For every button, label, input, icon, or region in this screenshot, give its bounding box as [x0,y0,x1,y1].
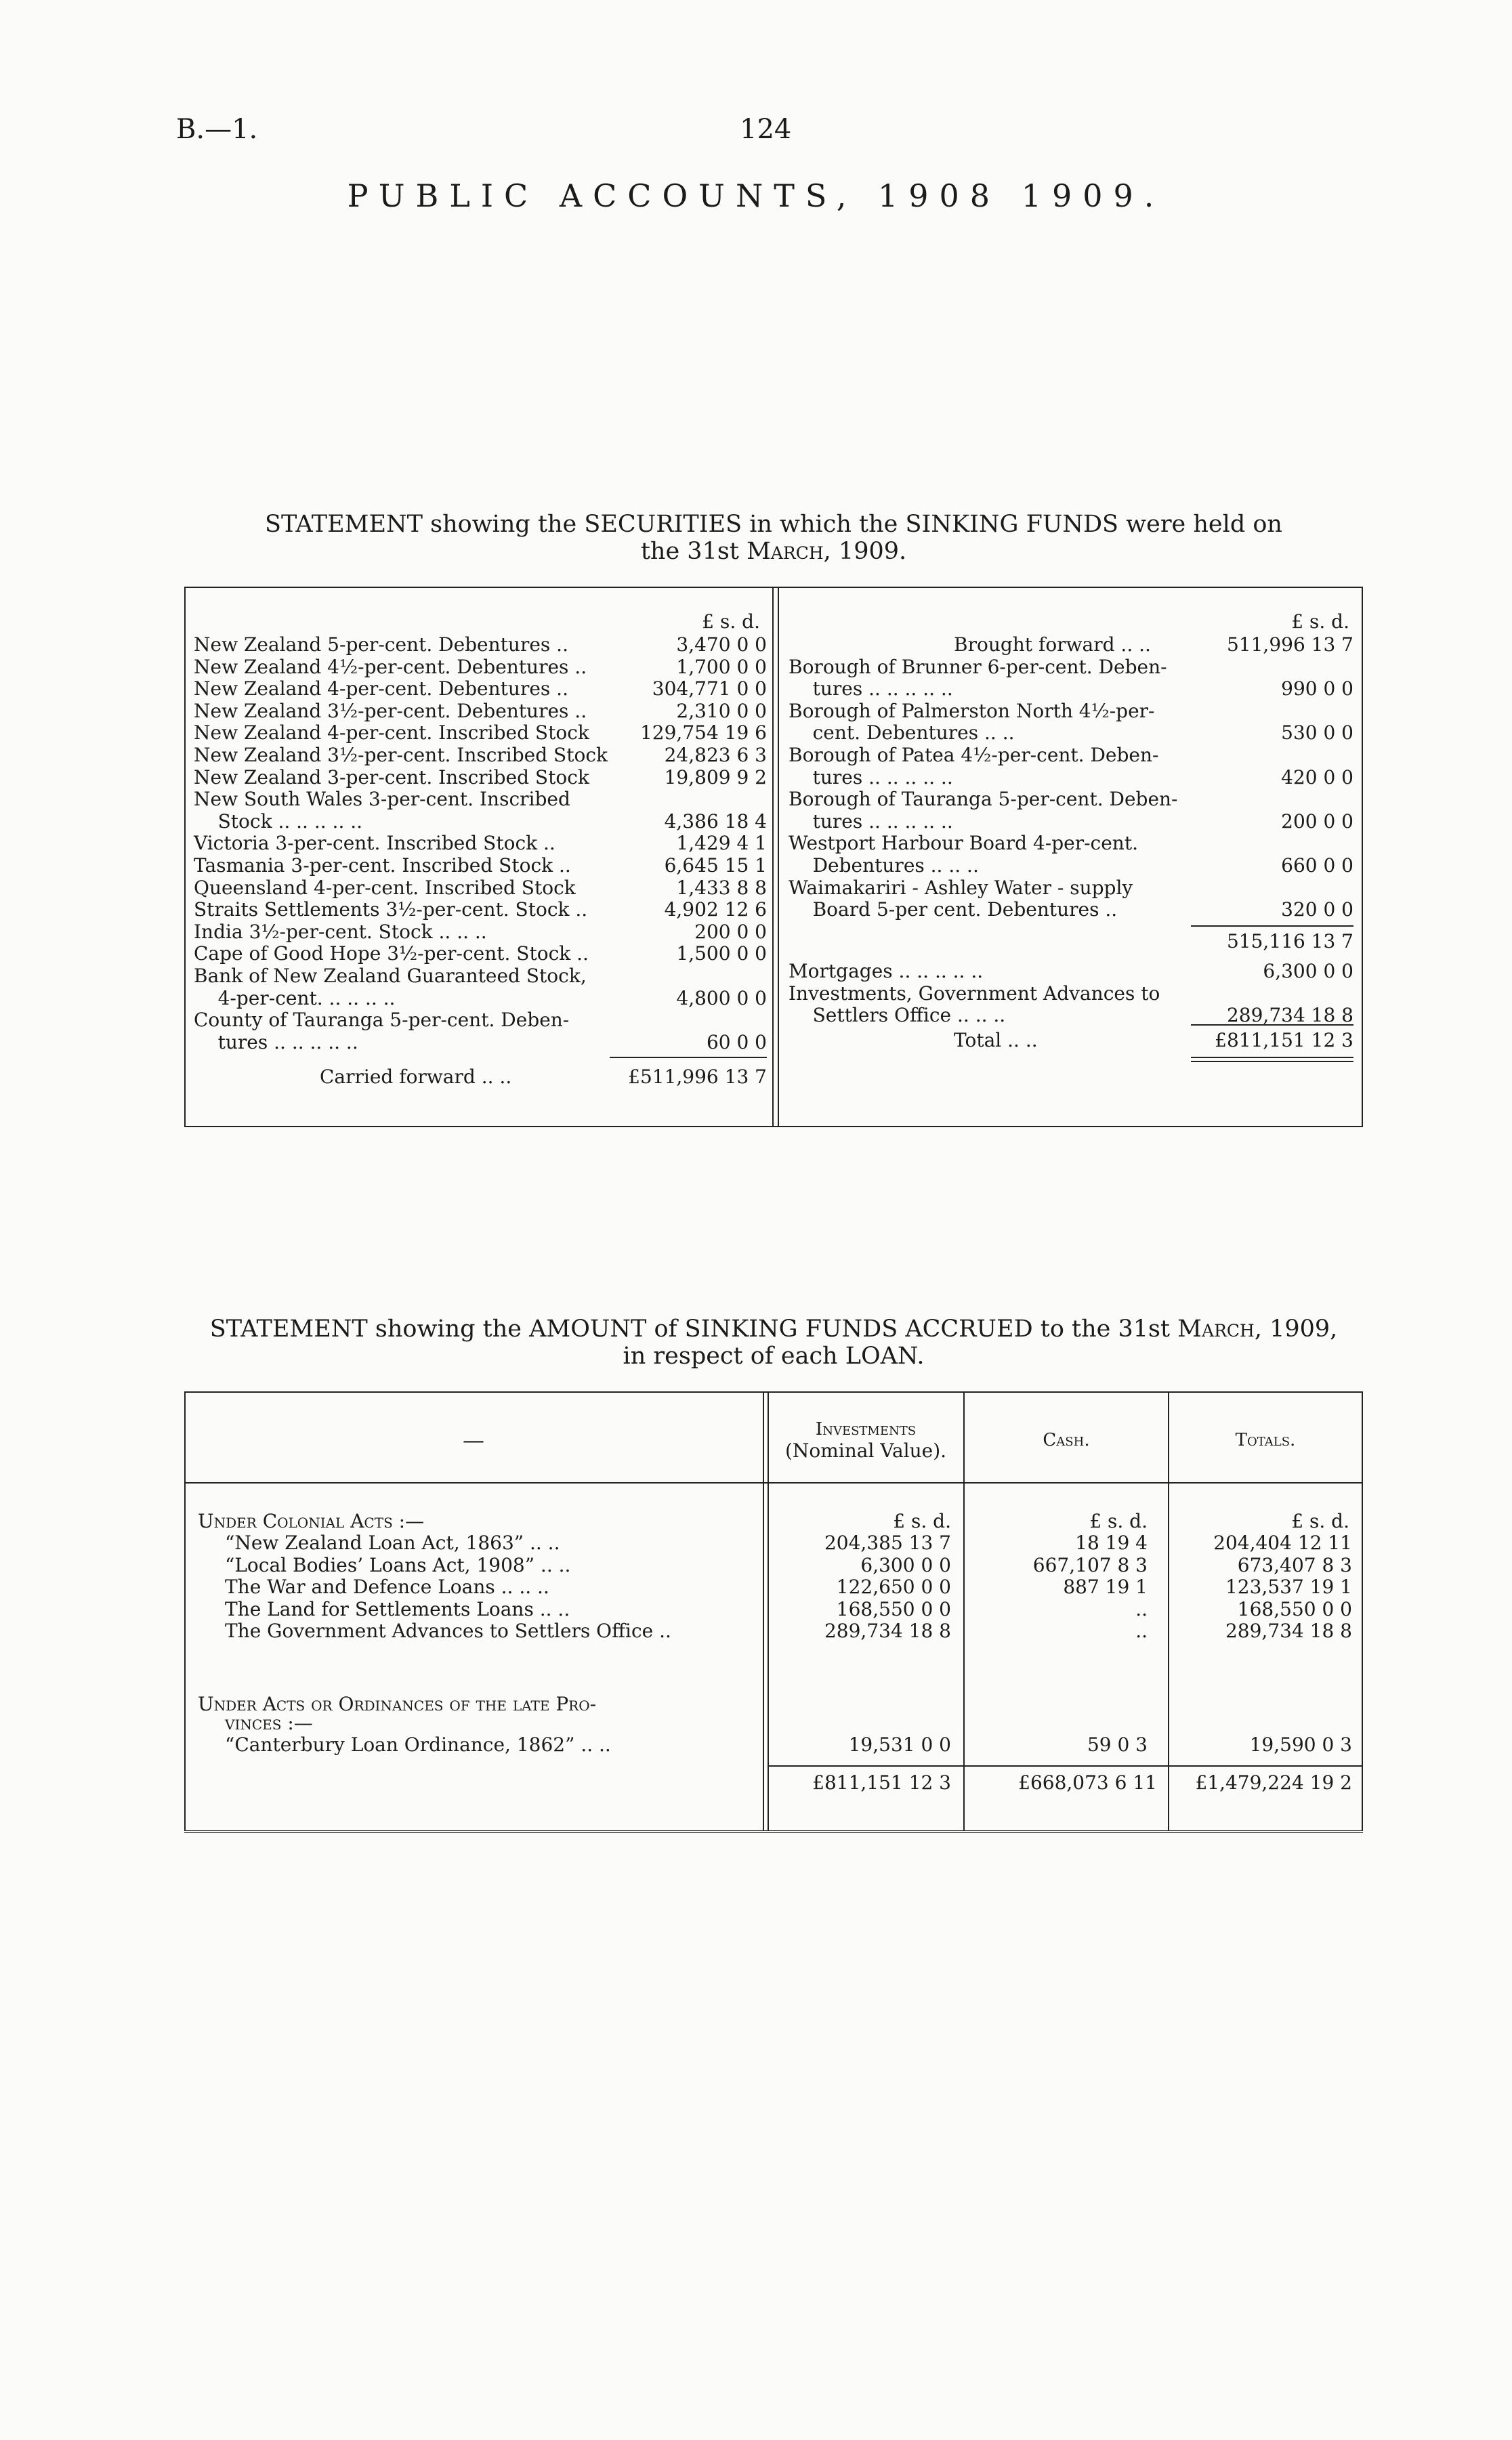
row-label: Borough of Tauranga 5-per-cent. Deben- [789,788,1178,811]
loan-total: 673,407 8 3 [1237,1553,1352,1576]
security-row [194,965,767,987]
row-amount: 24,823 6 3 [664,744,767,766]
row-label: Victoria 3-per-cent. Inscribed Stock .. [194,832,555,855]
heading-line-2: in respect of each LOAN. [623,1343,925,1370]
securities-statement-heading [184,511,1363,565]
row-amount: 289,734 18 8 [1226,1004,1353,1027]
row-amount: 530 0 0 [1281,721,1353,744]
security-row [194,988,767,1009]
security-row [789,855,1353,877]
row-amount: 3,470 0 0 [676,633,767,656]
row-label: Brought forward .. .. [954,633,1151,656]
loan-label: The War and Defence Loans .. .. .. [225,1576,549,1599]
row-label: Bank of New Zealand Guaranteed Stock, [194,965,587,987]
row-amount: 1,433 8 8 [676,876,767,899]
security-row [789,877,1353,899]
right-currency-header: £ s. d. [1291,610,1349,633]
row-label: Tasmania 3-per-cent. Inscribed Stock .. [194,854,571,877]
row-amount: 6,300 0 0 [1263,960,1353,982]
row-amount: 4,386 18 4 [664,809,767,833]
security-row [194,855,767,877]
loan-cash: 59 0 3 [1087,1733,1148,1756]
row-amount: 1,500 0 0 [676,942,767,965]
row-label: Queensland 4-per-cent. Inscribed Stock [194,876,576,899]
security-row [789,899,1353,921]
loan-total: 19,590 0 3 [1249,1733,1352,1756]
left-currency-header: £ s. d. [702,610,760,633]
row-amount: 200 0 0 [1281,809,1353,833]
security-row [194,722,767,744]
security-row [194,943,767,965]
security-row [789,833,1353,854]
security-row [194,678,767,700]
loan-cash: .. [1135,1620,1148,1643]
row-label: tures .. .. .. .. .. [789,765,953,788]
security-row [954,634,1353,656]
row-amount: 19,809 9 2 [664,765,767,788]
row-amount: 2,310 0 0 [676,699,767,722]
row-amount: 320 0 0 [1281,898,1353,921]
security-row [789,811,1353,833]
cash-currency-header: £ s. d. [1089,1510,1148,1532]
loan-investments: 168,550 0 0 [836,1597,951,1620]
accrued-statement-heading [184,1316,1363,1370]
loan-label: The Government Advances to Settlers Office .. [225,1620,671,1643]
cash-column-header: Cash. [1043,1430,1090,1450]
row-label: County of Tauranga 5-per-cent. Deben- [194,1009,570,1032]
security-row [194,811,767,833]
heading-line-1: STATEMENT showing the SECURITIES in which the SINKING FUNDS were held on [265,511,1282,538]
row-amount: 420 0 0 [1281,765,1353,788]
row-label: tures .. .. .. .. .. [194,1030,358,1053]
grand-total-cash: £668,073 6 11 [1018,1771,1157,1794]
security-row [194,634,767,656]
row-label: Waimakariri - Ashley Water - supply [789,876,1133,899]
heading-line-2: the 31st March, 1909. [640,538,907,565]
security-row [194,899,767,921]
row-label: New South Wales 3-per-cent. Inscribed [194,788,570,811]
row-label: tures .. .. .. .. .. [789,677,953,700]
row-label: New Zealand 4-per-cent. Inscribed Stock [194,721,589,744]
security-row [789,1005,1353,1026]
loan-label: “New Zealand Loan Act, 1863” .. .. [225,1532,560,1554]
row-label: Settlers Office .. .. .. [789,1004,1006,1027]
row-label: Westport Harbour Board 4-per-cent. [789,832,1138,855]
security-row [194,788,767,810]
row-amount: 200 0 0 [694,920,767,943]
loan-cash: 887 19 1 [1063,1576,1148,1599]
row-label: New Zealand 4½-per-cent. Debentures .. [194,655,587,678]
loan-investments: 289,734 18 8 [824,1620,951,1643]
section-colonial-acts: Under Colonial Acts :— [198,1510,425,1532]
security-row [194,921,767,943]
page-number: 124 [740,114,792,145]
page-title: PUBLIC ACCOUNTS, 1908 1909. [347,177,1165,214]
grand-total-investments: £811,151 12 3 [812,1771,951,1794]
row-label: New Zealand 3½-per-cent. Debentures .. [194,699,587,722]
row-amount: 660 0 0 [1281,854,1353,877]
row-amount: 1,700 0 0 [676,655,767,678]
carried-forward-row: Carried forward .. .. £511,996 13 7 [320,1066,767,1088]
row-label: Stock .. .. .. .. .. [194,809,363,833]
row-label: 4-per-cent. .. .. .. .. [194,986,396,1009]
row-amount: 60 0 0 [706,1030,767,1053]
loan-investments: 19,531 0 0 [848,1733,951,1756]
security-row [789,767,1353,788]
blank-column-header: — [463,1427,484,1453]
loan-label: “Local Bodies’ Loans Act, 1908” .. .. [225,1553,571,1576]
row-amount: 1,429 4 1 [676,832,767,855]
security-row [789,722,1353,744]
row-label: Board 5-per cent. Debentures .. [789,898,1118,921]
loan-investments: 204,385 13 7 [824,1532,951,1554]
row-label: tures .. .. .. .. .. [789,809,953,833]
row-label: Borough of Palmerston North 4½-per- [789,699,1155,722]
grand-total-totals: £1,479,224 19 2 [1195,1771,1352,1794]
row-amount: 511,996 13 7 [1226,633,1353,656]
loan-total: 123,537 19 1 [1225,1576,1352,1599]
security-row [194,656,767,678]
loan-investments: 122,650 0 0 [836,1576,951,1599]
section-provincial-ordinances-cont: vinces :— [225,1712,313,1734]
total-currency-header: £ s. d. [1291,1510,1349,1532]
security-row [194,767,767,788]
loan-total: 289,734 18 8 [1225,1620,1352,1643]
row-amount: 6,645 15 1 [664,854,767,877]
investments-column-header: Investments (Nominal Value). [784,1419,947,1462]
row-label: New Zealand 5-per-cent. Debentures .. [194,633,568,656]
securities-table [184,587,1363,1127]
row-amount: 4,800 0 0 [676,986,767,1009]
accrued-table [184,1391,1363,1833]
row-label: Debentures .. .. .. [789,854,979,877]
row-amount: 129,754 19 6 [639,721,767,744]
row-amount: 304,771 0 0 [652,677,767,700]
document-reference: B.—1. [176,114,258,145]
heading-line-1: STATEMENT showing the AMOUNT of SINKING FUNDS ACCRUED to the 31st March, 1909, [209,1316,1338,1343]
row-label: Investments, Government Advances to [789,982,1160,1005]
loan-cash: 667,107 8 3 [1032,1553,1148,1576]
right-subtotal-row: 515,116 13 7 [1226,930,1353,952]
row-amount: 4,902 12 6 [664,898,767,921]
row-amount: 990 0 0 [1281,677,1353,700]
row-label: New Zealand 3½-per-cent. Inscribed Stock [194,744,608,766]
loan-total: 204,404 12 11 [1213,1532,1352,1554]
loan-cash: 18 19 4 [1075,1532,1148,1554]
security-row [789,656,1353,678]
security-row [194,744,767,766]
loan-cash: .. [1135,1597,1148,1620]
right-total-row: Total .. .. £811,151 12 3 [954,1029,1353,1051]
totals-column-header: Totals. [1235,1430,1296,1450]
loan-label: The Land for Settlements Loans .. .. [225,1597,570,1620]
row-label: Mortgages .. .. .. .. .. [789,960,984,982]
security-row [789,744,1353,766]
inv-currency-header: £ s. d. [893,1510,951,1532]
row-label: New Zealand 4-per-cent. Debentures .. [194,677,568,700]
row-label: New Zealand 3-per-cent. Inscribed Stock [194,765,589,788]
security-row [789,983,1353,1005]
loan-total: 168,550 0 0 [1237,1597,1352,1620]
security-row [789,678,1353,700]
row-label: India 3½-per-cent. Stock .. .. .. [194,920,487,943]
security-row [194,1009,767,1031]
security-row [789,788,1353,810]
security-row [194,700,767,722]
row-label: Straits Settlements 3½-per-cent. Stock .. [194,898,588,921]
row-label: Borough of Brunner 6-per-cent. Deben- [789,655,1167,678]
security-row [194,877,767,899]
security-row [194,1032,767,1053]
section-provincial-ordinances: Under Acts or Ordinances of the late Pro- [198,1693,597,1715]
row-label: Borough of Patea 4½-per-cent. Deben- [789,744,1159,766]
security-row [789,961,1353,982]
loan-investments: 6,300 0 0 [860,1553,951,1576]
row-label: Cape of Good Hope 3½-per-cent. Stock .. [194,942,589,965]
loan-label: “Canterbury Loan Ordinance, 1862” .. .. [225,1733,611,1756]
security-row [789,700,1353,722]
row-label: cent. Debentures .. .. [789,721,1015,744]
security-row [194,833,767,854]
